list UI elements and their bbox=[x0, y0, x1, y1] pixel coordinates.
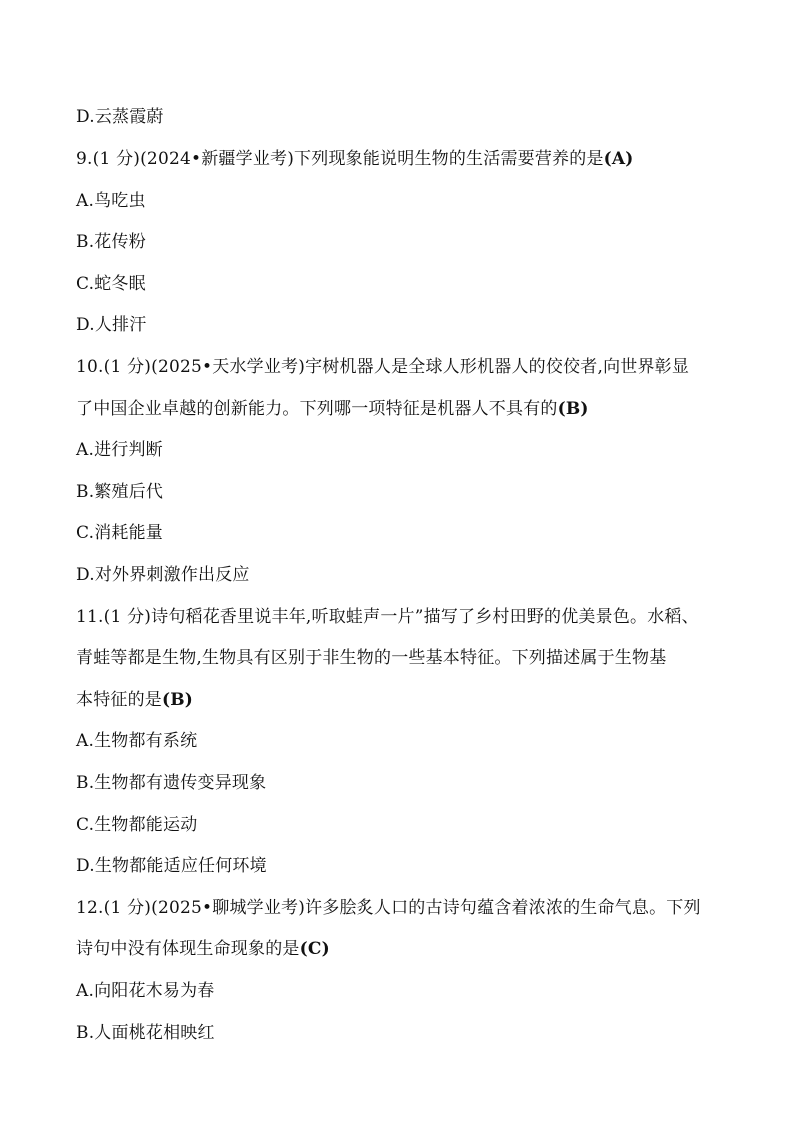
option-d-q11 bbox=[76, 854, 734, 878]
option-text: D.人排汗 bbox=[76, 315, 147, 335]
answer-q10: (B) bbox=[557, 399, 589, 419]
option-text: C.蛇冬眠 bbox=[76, 274, 146, 294]
answer-q11: (B) bbox=[162, 690, 194, 710]
option-a-q12 bbox=[76, 979, 734, 1003]
option-text: D.生物都能适应任何环境 bbox=[76, 856, 267, 876]
option-text: D.云蒸霞蔚 bbox=[76, 107, 164, 127]
question-text: 诗句中没有体现生命现象的是 bbox=[76, 939, 300, 959]
option-d-q9 bbox=[76, 313, 734, 337]
option-b-q12 bbox=[76, 1021, 734, 1045]
question-text: 10.(1 分)(2025•天水学业考)宇树机器人是全球人形机器人的佼佼者,向世界彰显 bbox=[76, 357, 690, 377]
option-a-q9 bbox=[76, 189, 734, 213]
option-b-q11 bbox=[76, 771, 734, 795]
option-a-q11 bbox=[76, 729, 734, 753]
question-text: 9.(1 分)(2024•新疆学业考)下列现象能说明生物的生活需要营养的是 bbox=[76, 149, 604, 169]
option-b-q9 bbox=[76, 230, 734, 254]
option-d-q10 bbox=[76, 563, 734, 587]
option-b-q10 bbox=[76, 480, 734, 504]
question-11-line-1 bbox=[76, 605, 734, 629]
option-text: B.花传粉 bbox=[76, 232, 146, 252]
option-c-q9 bbox=[76, 272, 734, 296]
option-text: A.向阳花木易为春 bbox=[76, 981, 215, 1001]
option-d-q8 bbox=[76, 105, 734, 129]
question-text: 青蛙等都是生物,生物具有区别于非生物的一些基本特征。下列描述属于生物基 bbox=[76, 648, 667, 668]
option-text: B.繁殖后代 bbox=[76, 482, 164, 502]
question-text: 本特征的是 bbox=[76, 690, 162, 710]
question-text: 12.(1 分)(2025•聊城学业考)许多脍炙人口的古诗句蕴含着浓浓的生命气息。下列 bbox=[76, 898, 701, 918]
option-text: D.对外界刺激作出反应 bbox=[76, 565, 250, 585]
answer-q12: (C) bbox=[299, 939, 330, 959]
option-text: A.进行判断 bbox=[76, 440, 163, 460]
question-9 bbox=[76, 147, 734, 171]
option-text: C.消耗能量 bbox=[76, 523, 164, 543]
option-text: C.生物都能运动 bbox=[76, 815, 198, 835]
option-text: B.人面桃花相映红 bbox=[76, 1023, 215, 1043]
option-a-q10 bbox=[76, 438, 734, 462]
answer-q9: (A) bbox=[603, 149, 634, 169]
question-11-line-3 bbox=[76, 688, 734, 712]
option-c-q11 bbox=[76, 813, 734, 837]
option-text: A.鸟吃虫 bbox=[76, 191, 146, 211]
option-text: A.生物都有系统 bbox=[76, 731, 198, 751]
question-text: 了中国企业卓越的创新能力。下列哪一项特征是机器人不具有的 bbox=[76, 399, 558, 419]
question-text: 11.(1 分)诗句稻花香里说丰年,听取蛙声一片”描写了乡村田野的优美景色。水稻、 bbox=[76, 607, 699, 627]
question-12-line-2 bbox=[76, 937, 734, 961]
question-12-line-1 bbox=[76, 896, 734, 920]
option-c-q10 bbox=[76, 521, 734, 545]
option-text: B.生物都有遗传变异现象 bbox=[76, 773, 267, 793]
question-10-line-2 bbox=[76, 397, 734, 421]
question-11-line-2 bbox=[76, 646, 734, 670]
question-10-line-1 bbox=[76, 355, 734, 379]
